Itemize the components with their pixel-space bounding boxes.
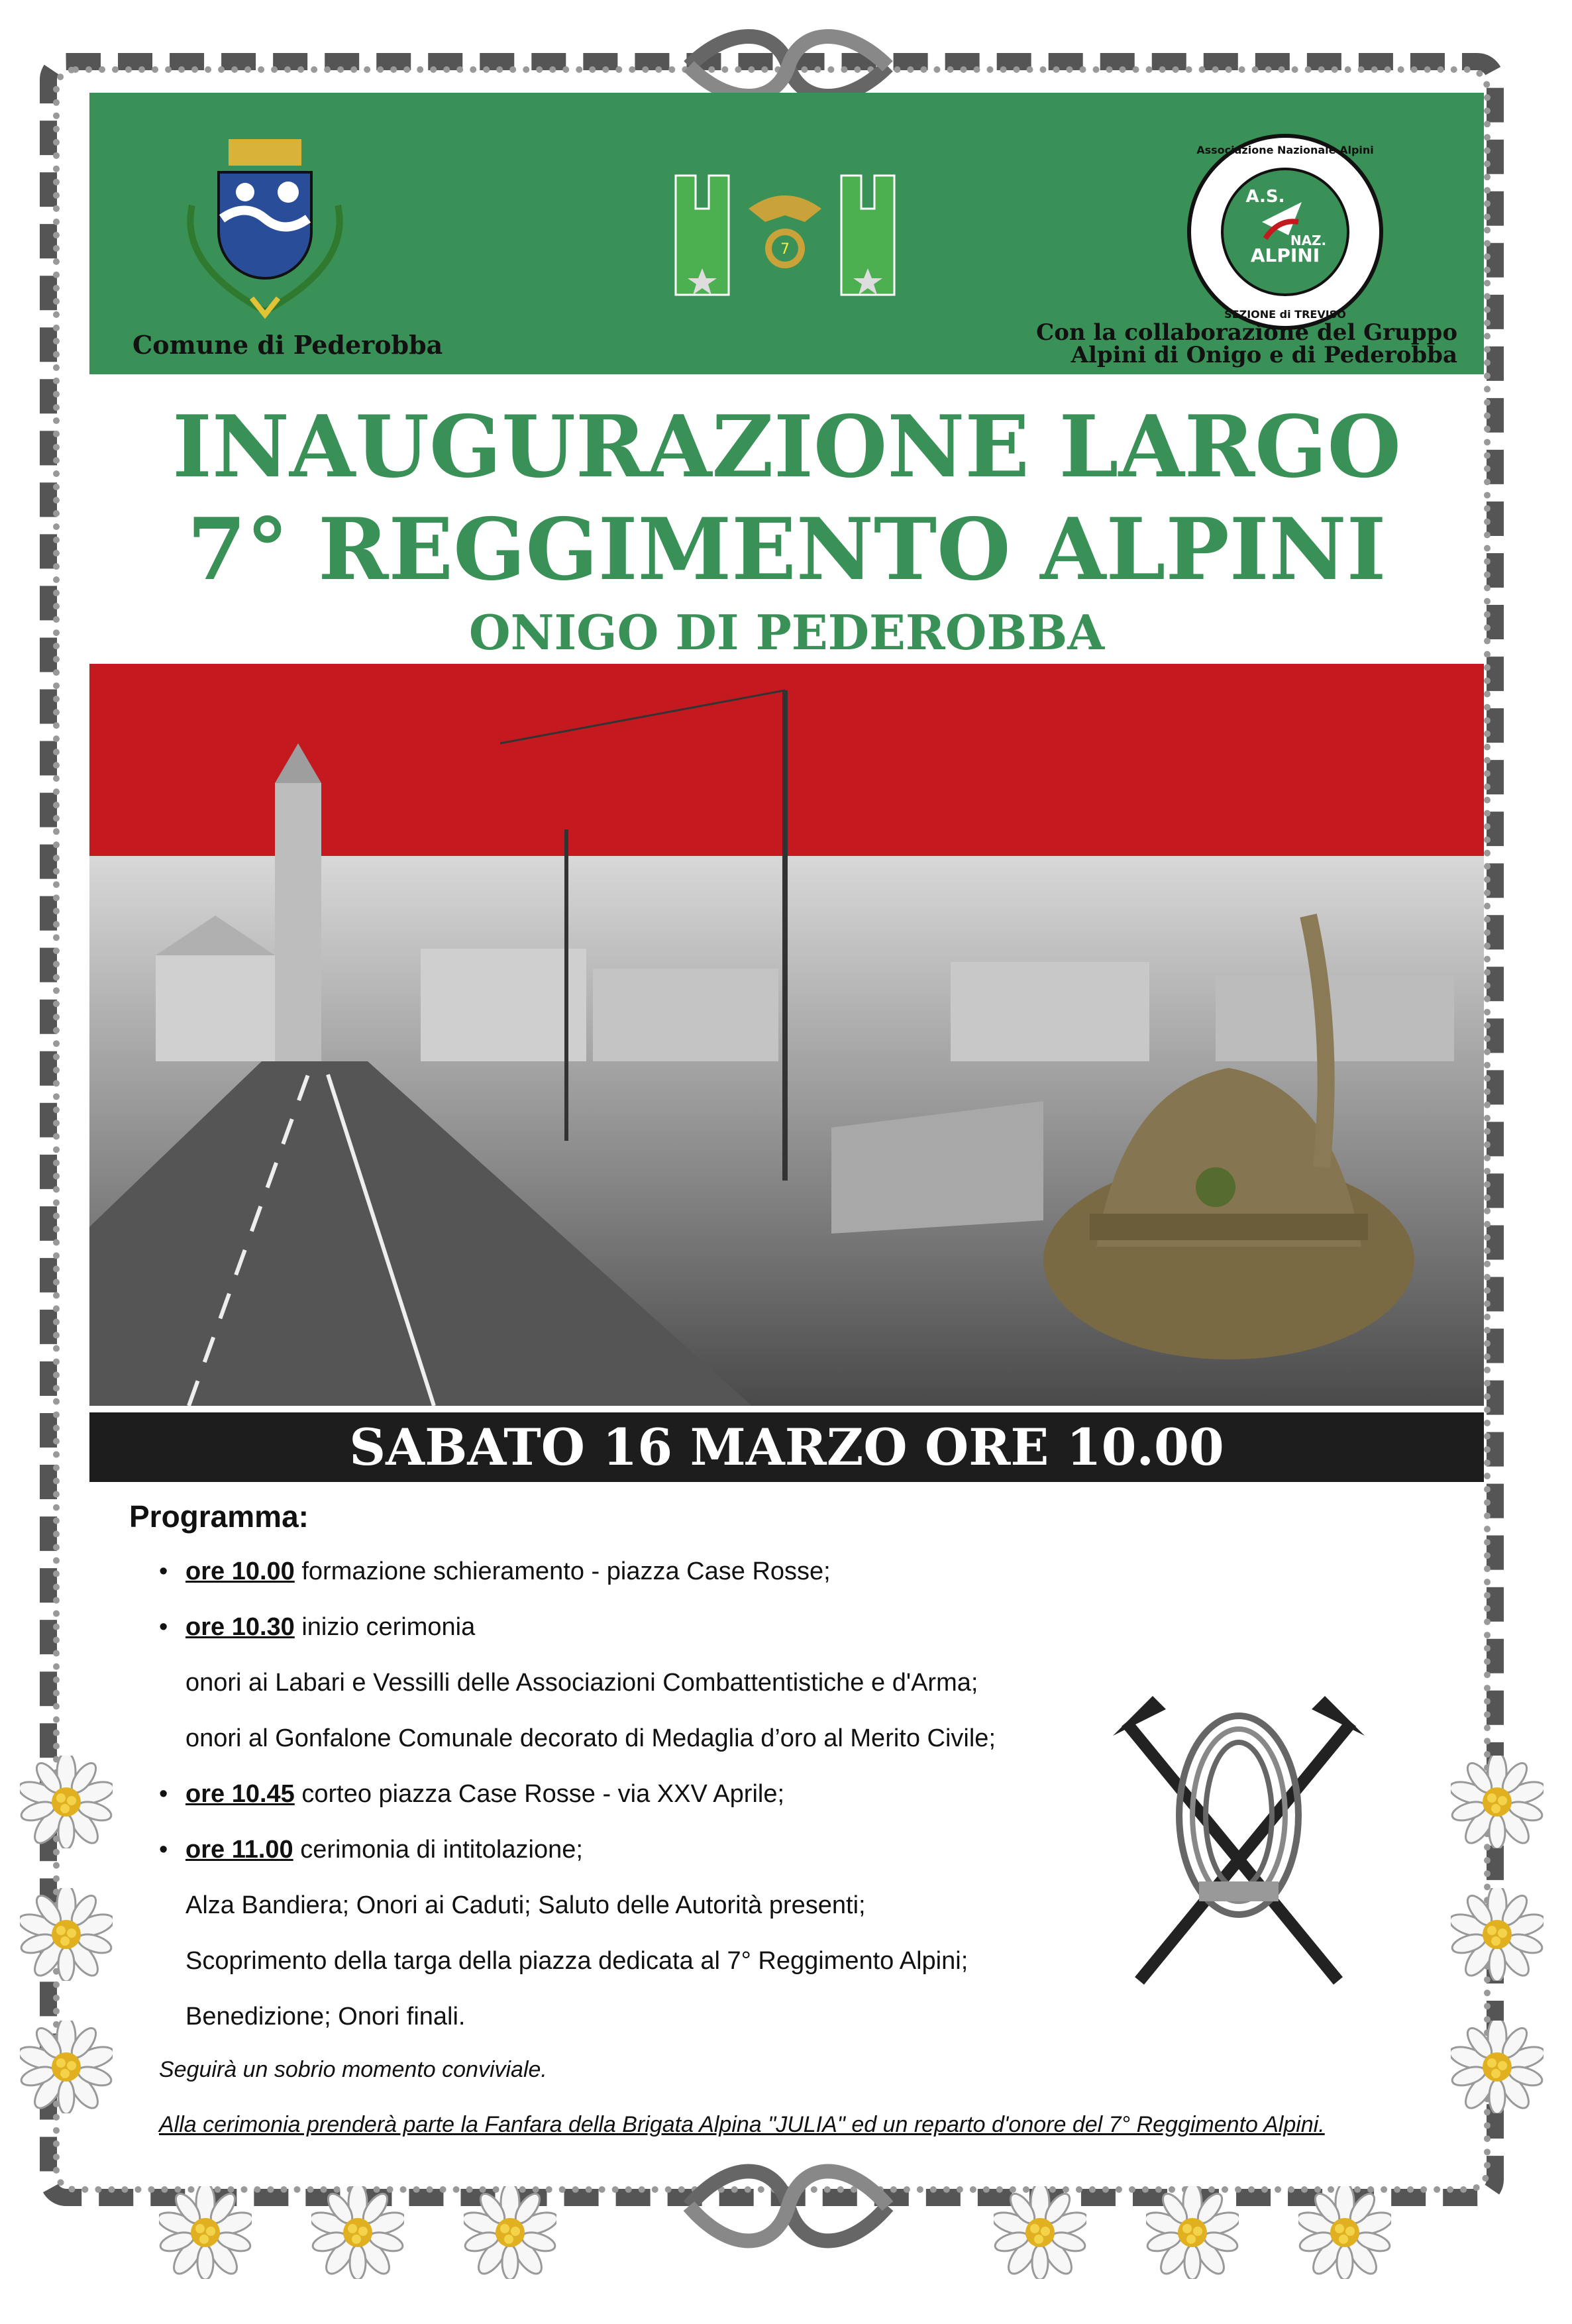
rope-knot-icon xyxy=(676,2153,901,2259)
edelweiss-icon xyxy=(1451,2021,1544,2113)
edelweiss-icon xyxy=(20,1756,113,1848)
edelweiss-icon xyxy=(311,2186,404,2279)
date-banner: SABATO 16 MARZO ORE 10.00 xyxy=(349,1418,1224,1477)
title-line2: 7° REGGIMENTO ALPINI xyxy=(187,500,1387,600)
edelweiss-icon xyxy=(994,2186,1086,2279)
edelweiss-icon xyxy=(20,1888,113,1981)
list-item: • ore 11.00 cerimonia di intitolazione; xyxy=(159,1822,1166,1877)
edelweiss-icon xyxy=(1146,2186,1239,2279)
svg-text:SEZIONE di TREVISO: SEZIONE di TREVISO xyxy=(1224,308,1346,321)
collaboration-line1: Con la collaborazione del Gruppo xyxy=(1036,319,1457,346)
list-item: Alza Bandiera; Onori ai Caduti; Saluto delle Autorità presenti; xyxy=(185,1891,866,1919)
collaboration-note xyxy=(1033,321,1457,366)
edelweiss-icon xyxy=(1451,1756,1544,1848)
svg-text:Associazione Nazionale Alpini: Associazione Nazionale Alpini xyxy=(1196,144,1374,156)
edelweiss-icon xyxy=(159,2186,252,2279)
comune-label: Comune di Pederobba xyxy=(132,330,443,360)
edelweiss-icon xyxy=(20,2021,113,2113)
note-fanfara: Alla cerimonia prenderà parte la Fanfara della Brigata Alpina "JULIA" ed un reparto d'onore del 7° Reggimento Alpini. xyxy=(159,2112,1325,2137)
regiment-badge-icon xyxy=(662,169,908,301)
list-item: • ore 10.00 formazione schieramento - piazza Case Rosse; xyxy=(159,1544,1166,1599)
note-conviviale: Seguirà un sobrio momento conviviale. xyxy=(159,2057,547,2082)
edelweiss-icon xyxy=(464,2186,556,2279)
title-line1: INAUGURAZIONE LARGO xyxy=(172,397,1401,497)
svg-text:NAZ.: NAZ. xyxy=(1290,233,1327,248)
regiment-number: 7 xyxy=(780,241,790,258)
svg-text:A.S.: A.S. xyxy=(1245,187,1285,207)
svg-text:ALPINI: ALPINI xyxy=(1250,244,1320,266)
edelweiss-icon xyxy=(1298,2186,1391,2279)
edelweiss-icon xyxy=(1451,1888,1544,1981)
street-scene-image xyxy=(89,664,1484,1406)
programma-heading: Programma: xyxy=(129,1499,309,1534)
list-item: onori al Gonfalone Comunale decorato di Medaglia d’oro al Merito Civile; xyxy=(185,1724,996,1752)
list-item: Scoprimento della targa della piazza dedicata al 7° Reggimento Alpini; xyxy=(185,1947,969,1975)
rope-and-ice-axes-icon xyxy=(1113,1683,1365,1994)
comune-coat-of-arms-icon xyxy=(172,132,358,325)
list-item: • ore 10.30 inizio cerimonia xyxy=(159,1599,1166,1655)
list-item: onori ai Labari e Vessilli delle Associazioni Combattentistiche e d'Arma; xyxy=(185,1669,978,1697)
list-item: Benedizione; Onori finali. xyxy=(185,2003,466,2031)
list-item: • ore 10.45 corteo piazza Case Rosse - via XXV Aprile; xyxy=(159,1766,1166,1822)
title-line3: ONIGO DI PEDEROBBA xyxy=(468,604,1105,660)
ana-logo-icon xyxy=(1186,132,1385,331)
programma-list xyxy=(159,1544,1166,2044)
collaboration-line2: Alpini di Onigo e di Pederobba xyxy=(1071,342,1457,368)
